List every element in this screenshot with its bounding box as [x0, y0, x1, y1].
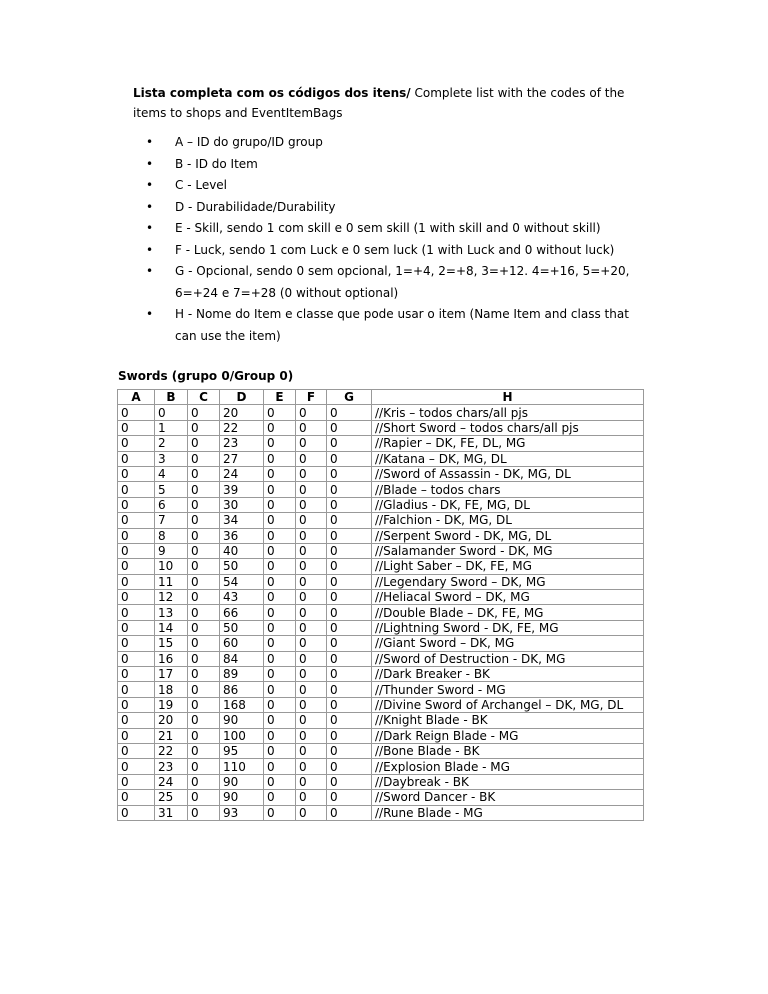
cell-h: //Dark Reign Blade - MG: [372, 728, 644, 743]
cell-h: //Gladius - DK, FE, MG, DL: [372, 497, 644, 512]
cell-c: 0: [188, 590, 220, 605]
legend-item-text: D - Durabilidade/Durability: [175, 199, 336, 214]
cell-f: 0: [296, 420, 327, 435]
cell-e: 0: [264, 728, 296, 743]
cell-f: 0: [296, 636, 327, 651]
cell-g: 0: [327, 774, 372, 789]
cell-h: //Bone Blade - BK: [372, 743, 644, 758]
cell-f: 0: [296, 790, 327, 805]
cell-c: 0: [188, 420, 220, 435]
cell-c: 0: [188, 728, 220, 743]
cell-c: 0: [188, 513, 220, 528]
cell-f: 0: [296, 559, 327, 574]
cell-h: //Sword of Destruction - DK, MG: [372, 651, 644, 666]
cell-h: //Double Blade – DK, FE, MG: [372, 605, 644, 620]
cell-e: 0: [264, 636, 296, 651]
cell-h: //Blade – todos chars: [372, 482, 644, 497]
cell-b: 16: [155, 651, 188, 666]
cell-c: 0: [188, 667, 220, 682]
cell-d: 84: [220, 651, 264, 666]
cell-g: 0: [327, 436, 372, 451]
cell-g: 0: [327, 667, 372, 682]
cell-a: 0: [118, 482, 155, 497]
cell-g: 0: [327, 682, 372, 697]
items-table: [117, 389, 644, 821]
cell-c: 0: [188, 743, 220, 758]
cell-f: 0: [296, 759, 327, 774]
table-row: [118, 574, 644, 589]
cell-b: 1: [155, 420, 188, 435]
table-row: [118, 805, 644, 820]
cell-g: 0: [327, 605, 372, 620]
table-row: [118, 728, 644, 743]
cell-c: 0: [188, 543, 220, 558]
legend-item-text: A – ID do grupo/ID group: [175, 135, 323, 149]
cell-g: 0: [327, 420, 372, 435]
cell-e: 0: [264, 697, 296, 712]
cell-g: 0: [327, 728, 372, 743]
cell-e: 0: [264, 590, 296, 605]
cell-a: 0: [118, 605, 155, 620]
table-row: [118, 790, 644, 805]
cell-h: //Serpent Sword - DK, MG, DL: [372, 528, 644, 543]
cell-c: 0: [188, 436, 220, 451]
cell-b: 0: [155, 405, 188, 420]
cell-e: 0: [264, 682, 296, 697]
table-row: [118, 451, 644, 466]
cell-e: 0: [264, 774, 296, 789]
table-row: [118, 590, 644, 605]
cell-f: 0: [296, 590, 327, 605]
cell-c: 0: [188, 451, 220, 466]
cell-a: 0: [118, 436, 155, 451]
cell-d: 60: [220, 636, 264, 651]
cell-h: //Knight Blade - BK: [372, 713, 644, 728]
cell-d: 34: [220, 513, 264, 528]
cell-b: 22: [155, 743, 188, 758]
cell-f: 0: [296, 543, 327, 558]
cell-a: 0: [118, 697, 155, 712]
bullet-icon: •: [146, 242, 154, 257]
cell-e: 0: [264, 743, 296, 758]
legend-item: [133, 175, 643, 197]
cell-h: //Lightning Sword - DK, FE, MG: [372, 620, 644, 635]
cell-c: 0: [188, 682, 220, 697]
column-header-e: E: [264, 390, 296, 405]
cell-a: 0: [118, 559, 155, 574]
legend-list: [133, 132, 643, 347]
cell-a: 0: [118, 513, 155, 528]
table-row: [118, 559, 644, 574]
legend-item: [133, 261, 643, 304]
cell-g: 0: [327, 528, 372, 543]
bullet-icon: •: [146, 178, 154, 192]
cell-h: //Rune Blade - MG: [372, 805, 644, 820]
legend-item-text: H - Nome do Item e classe que pode usar o item (Name Item and class that can use the item): [175, 307, 629, 343]
cell-d: 24: [220, 466, 264, 481]
cell-a: 0: [118, 805, 155, 820]
cell-f: 0: [296, 697, 327, 712]
cell-e: 0: [264, 620, 296, 635]
bullet-icon: •: [146, 199, 154, 214]
bullet-icon: •: [146, 135, 154, 149]
cell-g: 0: [327, 790, 372, 805]
cell-a: 0: [118, 620, 155, 635]
cell-d: 27: [220, 451, 264, 466]
cell-b: 12: [155, 590, 188, 605]
table-row: [118, 759, 644, 774]
cell-a: 0: [118, 667, 155, 682]
table-row: [118, 513, 644, 528]
cell-e: 0: [264, 405, 296, 420]
cell-b: 7: [155, 513, 188, 528]
cell-d: 110: [220, 759, 264, 774]
cell-d: 43: [220, 590, 264, 605]
table-row: [118, 774, 644, 789]
cell-h: //Sword of Assassin - DK, MG, DL: [372, 466, 644, 481]
cell-f: 0: [296, 482, 327, 497]
column-header-a: A: [118, 390, 155, 405]
cell-f: 0: [296, 682, 327, 697]
cell-c: 0: [188, 405, 220, 420]
cell-g: 0: [327, 543, 372, 558]
cell-e: 0: [264, 805, 296, 820]
column-header-c: C: [188, 390, 220, 405]
table-row: [118, 420, 644, 435]
cell-b: 21: [155, 728, 188, 743]
cell-h: //Dark Breaker - BK: [372, 667, 644, 682]
legend-item: [133, 154, 643, 176]
cell-h: //Short Sword – todos chars/all pjs: [372, 420, 644, 435]
cell-h: //Divine Sword of Archangel – DK, MG, DL: [372, 697, 644, 712]
cell-e: 0: [264, 759, 296, 774]
cell-f: 0: [296, 436, 327, 451]
cell-b: 20: [155, 713, 188, 728]
cell-f: 0: [296, 513, 327, 528]
cell-a: 0: [118, 528, 155, 543]
cell-e: 0: [264, 574, 296, 589]
cell-a: 0: [118, 405, 155, 420]
cell-e: 0: [264, 559, 296, 574]
cell-g: 0: [327, 574, 372, 589]
cell-e: 0: [264, 420, 296, 435]
cell-g: 0: [327, 651, 372, 666]
cell-a: 0: [118, 497, 155, 512]
table-row: [118, 482, 644, 497]
table-row: [118, 466, 644, 481]
table-row: [118, 620, 644, 635]
table-header-row: [118, 390, 644, 405]
cell-d: 23: [220, 436, 264, 451]
legend-item: [133, 132, 643, 154]
intro-bold: Lista completa com os códigos dos itens/: [133, 86, 411, 100]
cell-c: 0: [188, 790, 220, 805]
cell-c: 0: [188, 466, 220, 481]
table-row: [118, 667, 644, 682]
cell-c: 0: [188, 497, 220, 512]
cell-b: 23: [155, 759, 188, 774]
cell-g: 0: [327, 743, 372, 758]
cell-e: 0: [264, 528, 296, 543]
cell-h: //Heliacal Sword – DK, MG: [372, 590, 644, 605]
cell-b: 15: [155, 636, 188, 651]
cell-b: 11: [155, 574, 188, 589]
cell-b: 17: [155, 667, 188, 682]
column-header-b: B: [155, 390, 188, 405]
cell-b: 31: [155, 805, 188, 820]
cell-g: 0: [327, 451, 372, 466]
cell-a: 0: [118, 682, 155, 697]
cell-a: 0: [118, 774, 155, 789]
cell-b: 5: [155, 482, 188, 497]
cell-d: 86: [220, 682, 264, 697]
cell-e: 0: [264, 451, 296, 466]
table-row: [118, 743, 644, 758]
cell-b: 6: [155, 497, 188, 512]
table-row: [118, 651, 644, 666]
table-row: [118, 636, 644, 651]
bullet-icon: •: [146, 264, 154, 278]
cell-a: 0: [118, 713, 155, 728]
cell-d: 168: [220, 697, 264, 712]
cell-g: 0: [327, 466, 372, 481]
cell-c: 0: [188, 559, 220, 574]
cell-c: 0: [188, 605, 220, 620]
cell-h: //Legendary Sword – DK, MG: [372, 574, 644, 589]
cell-c: 0: [188, 805, 220, 820]
cell-f: 0: [296, 774, 327, 789]
cell-e: 0: [264, 790, 296, 805]
cell-d: 95: [220, 743, 264, 758]
cell-h: //Explosion Blade - MG: [372, 759, 644, 774]
cell-c: 0: [188, 713, 220, 728]
cell-b: 9: [155, 543, 188, 558]
table-row: [118, 436, 644, 451]
table-row: [118, 543, 644, 558]
cell-b: 13: [155, 605, 188, 620]
cell-h: //Salamander Sword - DK, MG: [372, 543, 644, 558]
legend-item-text: C - Level: [175, 178, 228, 192]
cell-f: 0: [296, 605, 327, 620]
cell-g: 0: [327, 620, 372, 635]
cell-a: 0: [118, 466, 155, 481]
cell-b: 18: [155, 682, 188, 697]
table-row: [118, 528, 644, 543]
cell-h: //Kris – todos chars/all pjs: [372, 405, 644, 420]
cell-f: 0: [296, 651, 327, 666]
cell-f: 0: [296, 667, 327, 682]
cell-g: 0: [327, 513, 372, 528]
cell-e: 0: [264, 497, 296, 512]
cell-a: 0: [118, 543, 155, 558]
cell-c: 0: [188, 636, 220, 651]
cell-g: 0: [327, 405, 372, 420]
section-title: Swords (grupo 0/Group 0): [118, 369, 294, 383]
legend-item: [133, 304, 643, 347]
cell-d: 22: [220, 420, 264, 435]
column-header-f: F: [296, 390, 327, 405]
cell-d: 36: [220, 528, 264, 543]
legend-item-text: E - Skill, sendo 1 com skill e 0 sem skill (1 with skill and 0 without skill): [175, 221, 601, 235]
cell-b: 24: [155, 774, 188, 789]
cell-a: 0: [118, 574, 155, 589]
cell-b: 2: [155, 436, 188, 451]
intro-text: Complete list with the codes of the items to shops and EventItemBags: [133, 86, 625, 120]
cell-g: 0: [327, 697, 372, 712]
cell-c: 0: [188, 620, 220, 635]
cell-b: 10: [155, 559, 188, 574]
cell-e: 0: [264, 651, 296, 666]
cell-e: 0: [264, 605, 296, 620]
cell-c: 0: [188, 697, 220, 712]
cell-h: //Light Saber – DK, FE, MG: [372, 559, 644, 574]
cell-f: 0: [296, 728, 327, 743]
cell-g: 0: [327, 497, 372, 512]
cell-b: 19: [155, 697, 188, 712]
cell-d: 90: [220, 774, 264, 789]
cell-d: 40: [220, 543, 264, 558]
cell-g: 0: [327, 713, 372, 728]
cell-e: 0: [264, 513, 296, 528]
cell-f: 0: [296, 620, 327, 635]
cell-c: 0: [188, 528, 220, 543]
cell-f: 0: [296, 713, 327, 728]
cell-c: 0: [188, 759, 220, 774]
cell-d: 100: [220, 728, 264, 743]
column-header-g: G: [327, 390, 372, 405]
cell-d: 54: [220, 574, 264, 589]
cell-a: 0: [118, 728, 155, 743]
cell-c: 0: [188, 774, 220, 789]
bullet-icon: •: [146, 307, 154, 321]
cell-f: 0: [296, 805, 327, 820]
cell-d: 50: [220, 559, 264, 574]
cell-g: 0: [327, 805, 372, 820]
cell-h: //Thunder Sword - MG: [372, 682, 644, 697]
legend-item: [133, 197, 643, 219]
bullet-icon: •: [146, 221, 154, 235]
cell-e: 0: [264, 436, 296, 451]
cell-g: 0: [327, 636, 372, 651]
cell-d: 20: [220, 405, 264, 420]
cell-a: 0: [118, 651, 155, 666]
legend-item-text: B - ID do Item: [175, 156, 258, 171]
table-row: [118, 605, 644, 620]
legend-item-text: F - Luck, sendo 1 com Luck e 0 sem luck (1 with Luck and 0 without luck): [175, 242, 615, 257]
cell-b: 4: [155, 466, 188, 481]
cell-d: 30: [220, 497, 264, 512]
cell-d: 89: [220, 667, 264, 682]
cell-a: 0: [118, 790, 155, 805]
cell-f: 0: [296, 405, 327, 420]
cell-c: 0: [188, 482, 220, 497]
table-row: [118, 713, 644, 728]
cell-a: 0: [118, 451, 155, 466]
cell-e: 0: [264, 482, 296, 497]
cell-f: 0: [296, 497, 327, 512]
cell-e: 0: [264, 713, 296, 728]
legend-item: [133, 218, 643, 240]
cell-f: 0: [296, 743, 327, 758]
cell-a: 0: [118, 636, 155, 651]
cell-f: 0: [296, 466, 327, 481]
cell-a: 0: [118, 590, 155, 605]
cell-h: //Rapier – DK, FE, DL, MG: [372, 436, 644, 451]
cell-f: 0: [296, 574, 327, 589]
cell-h: //Giant Sword – DK, MG: [372, 636, 644, 651]
cell-d: 90: [220, 790, 264, 805]
bullet-icon: •: [146, 156, 154, 171]
cell-d: 93: [220, 805, 264, 820]
cell-g: 0: [327, 482, 372, 497]
table-row: [118, 682, 644, 697]
cell-d: 66: [220, 605, 264, 620]
cell-e: 0: [264, 466, 296, 481]
cell-b: 3: [155, 451, 188, 466]
cell-a: 0: [118, 743, 155, 758]
cell-h: //Katana – DK, MG, DL: [372, 451, 644, 466]
cell-d: 90: [220, 713, 264, 728]
cell-h: //Sword Dancer - BK: [372, 790, 644, 805]
column-header-d: D: [220, 390, 264, 405]
table-row: [118, 405, 644, 420]
cell-d: 39: [220, 482, 264, 497]
cell-c: 0: [188, 651, 220, 666]
cell-a: 0: [118, 420, 155, 435]
cell-e: 0: [264, 543, 296, 558]
table-row: [118, 697, 644, 712]
cell-b: 8: [155, 528, 188, 543]
table-row: [118, 497, 644, 512]
cell-b: 25: [155, 790, 188, 805]
cell-c: 0: [188, 574, 220, 589]
intro-paragraph: [133, 83, 633, 123]
cell-a: 0: [118, 759, 155, 774]
cell-g: 0: [327, 559, 372, 574]
legend-item: [133, 240, 643, 262]
legend-item-text: G - Opcional, sendo 0 sem opcional, 1=+4, 2=+8, 3=+12. 4=+16, 5=+20, 6=+24 e 7=+28 (0 without optional): [175, 264, 630, 300]
cell-d: 50: [220, 620, 264, 635]
cell-b: 14: [155, 620, 188, 635]
cell-h: //Daybreak - BK: [372, 774, 644, 789]
cell-h: //Falchion - DK, MG, DL: [372, 513, 644, 528]
cell-f: 0: [296, 528, 327, 543]
cell-f: 0: [296, 451, 327, 466]
cell-g: 0: [327, 590, 372, 605]
cell-e: 0: [264, 667, 296, 682]
column-header-h: H: [372, 390, 644, 405]
cell-g: 0: [327, 759, 372, 774]
